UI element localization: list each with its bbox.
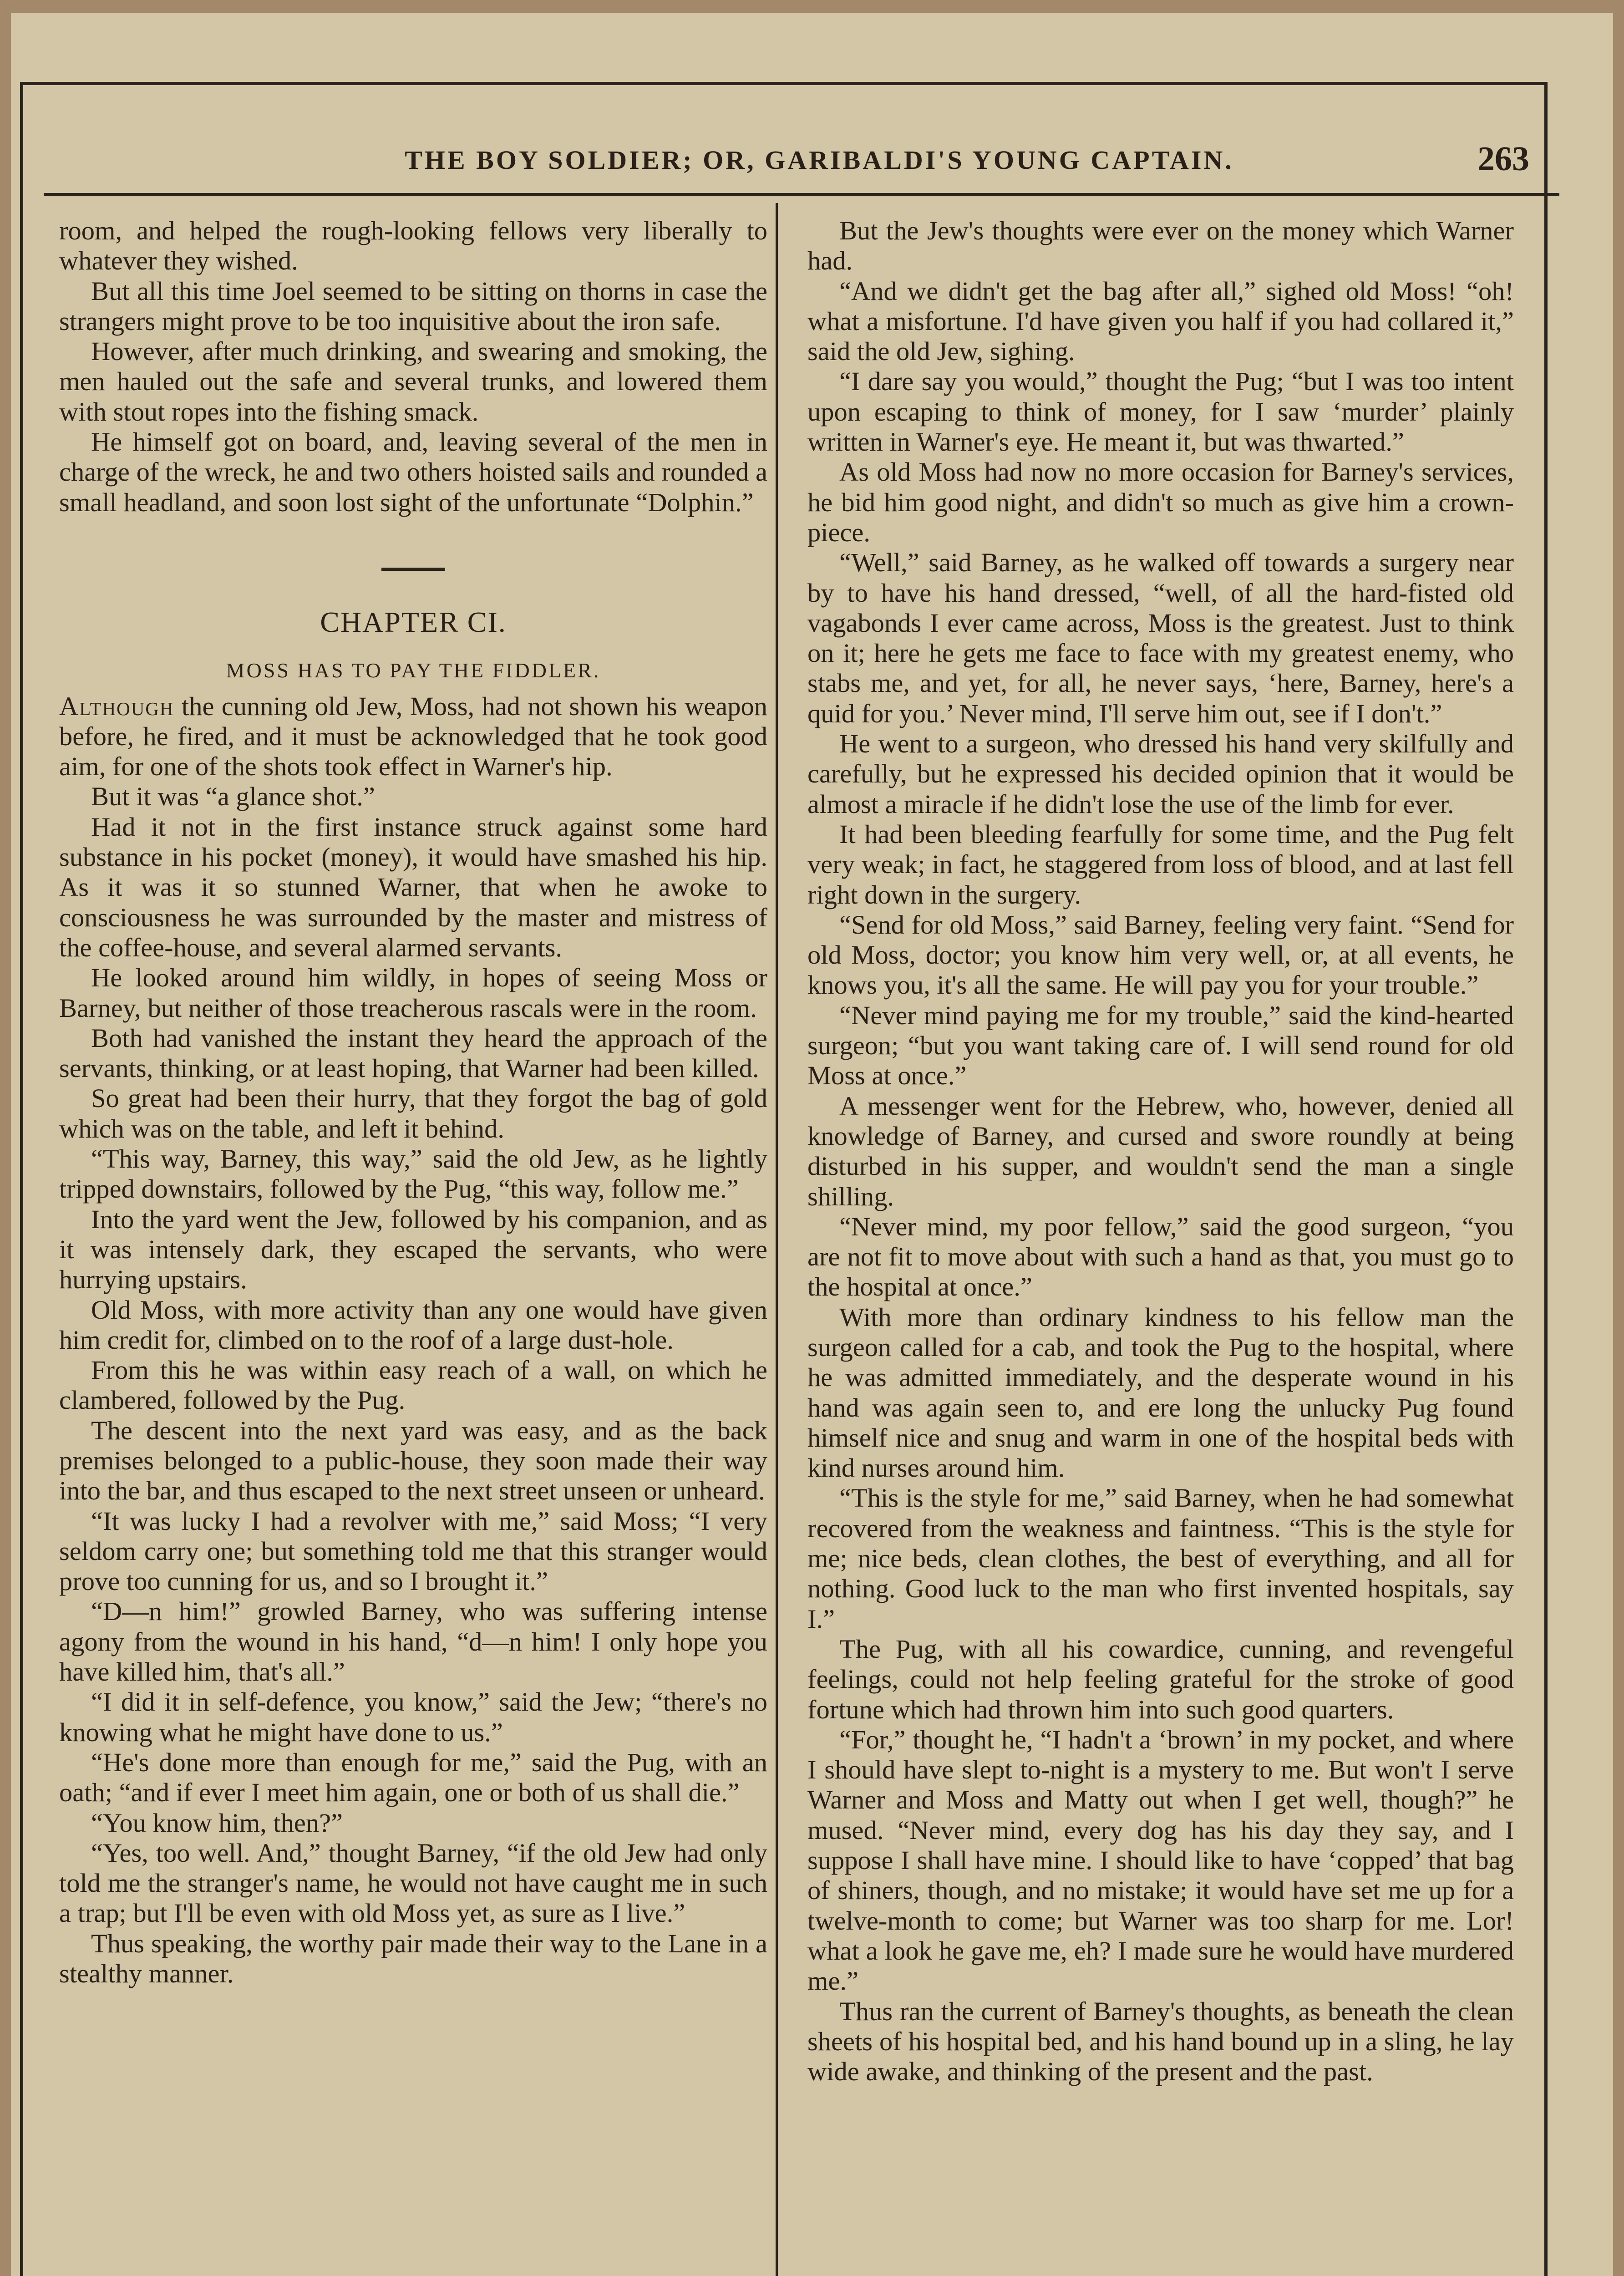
paragraph: But it was “a glance shot.” bbox=[91, 782, 375, 812]
paragraph: “Send for old Moss,” said Barney, feeling very faint. “Send for old Moss, doctor; you know him very well, or, at all events, he knows you, it's all the same. He will pay you for your trouble.” bbox=[807, 909, 1514, 1000]
paragraph: “Never mind paying me for my trouble,” said the kind-hearted surgeon; “but you want taking care of. I will send round for old Moss at once.” bbox=[807, 1000, 1514, 1091]
paragraph: “Well,” said Barney, as he walked off towards a surgery near by to have his hand dressed, “well, of all the hard-fisted old vagabonds I ever came across, Moss is the greatest. Just to think on it; here he gets me face to face with my greatest enemy, who stabs me, and yet, for all, he never says, ‘here, Barney, here's a quid for you.’ Never mind, I'll serve him out, see if I don't.” bbox=[807, 548, 1514, 728]
paragraph: Both had vanished the instant they heard the approach of the servants, thinking, or at least hoping, that Warner had been killed. bbox=[59, 1023, 767, 1083]
paragraph: However, after much drinking, and swearing and smoking, the men hauled out the safe and several trunks, and lowered them with stout ropes into the fishing smack. bbox=[59, 336, 767, 427]
lead-word: Although bbox=[59, 691, 174, 721]
paragraph: He himself got on board, and, leaving several of the men in charge of the wreck, he and two others hoisted sails and rounded a small headland, and soon lost sight of the unfortunate “Dolphin.” bbox=[59, 427, 767, 517]
paragraph: “Yes, too well. And,” thought Barney, “if the old Jew had only told me the stranger's name, he would not have caught me in such a trap; but I'll be even with old Moss yet, as sure as I live.” bbox=[59, 1838, 767, 1928]
paragraph: He looked around him wildly, in hopes of seeing Moss or Barney, but neither of those treacherous rascals were in the room. bbox=[59, 963, 767, 1023]
paragraph: “For,” thought he, “I hadn't a ‘brown’ in my pocket, and where I should have slept to-night is a mystery to me. But won't I serve Warner and Moss and Matty out when I get well, though?” he mused. “Never mind, every dog has his day they say, and I suppose I shall have mine. I should like to have ‘copped’ that bag of shiners, though, and no mistake; it would have set me up for a twelve-month to come; but Warner was too sharp for me. Lor! what a look he gave me, eh? I made sure he would have murdered me.” bbox=[807, 1724, 1514, 1996]
running-header-title: THE BOY SOLDIER; OR, GARIBALDI'S YOUNG CAPTAIN. bbox=[405, 145, 1234, 175]
right-column bbox=[807, 216, 1514, 2276]
page-number: 263 bbox=[1477, 140, 1529, 178]
paragraph: “This way, Barney, this way,” said the old Jew, as he lightly tripped downstairs, followed by the Pug, “this way, follow me.” bbox=[59, 1144, 767, 1204]
left-column bbox=[59, 216, 767, 2276]
header-rule bbox=[44, 193, 1559, 196]
paragraph: It had been bleeding fearfully for some time, and the Pug felt very weak; in fact, he staggered from loss of blood, and at last fell right down in the surgery. bbox=[807, 819, 1514, 909]
section-separator bbox=[381, 568, 445, 571]
paragraph: He went to a surgeon, who dressed his hand very skilfully and carefully, but he expressed his decided opinion that it would be almost a miracle if he didn't lose the use of the limb for ever. bbox=[807, 729, 1514, 819]
paragraph: “Never mind, my poor fellow,” said the good surgeon, “you are not fit to move about with such a hand as that, you must go to the hospital at once.” bbox=[807, 1211, 1514, 1302]
paragraph: Thus ran the current of Barney's thoughts, as beneath the clean sheets of his hospital bed, and his hand bound up in a sling, he lay wide awake, and thinking of the present and the past. bbox=[807, 1996, 1514, 2087]
paragraph: From this he was within easy reach of a wall, on which he clambered, followed by the Pug. bbox=[59, 1355, 767, 1415]
paragraph: So great had been their hurry, that they forgot the bag of gold which was on the table, and left it behind. bbox=[59, 1083, 767, 1143]
paragraph: The Pug, with all his cowardice, cunning, and revengeful feelings, could not help feeling grateful for the stroke of good fortune which had thrown him into such good quarters. bbox=[807, 1634, 1514, 1724]
chapter-subtitle: MOSS HAS TO PAY THE FIDDLER. bbox=[226, 659, 601, 682]
paragraph: Thus speaking, the worthy pair made their way to the Lane in a stealthy manner. bbox=[59, 1928, 767, 1989]
paragraph: “It was lucky I had a revolver with me,” said Moss; “I very seldom carry one; but something told me that this stranger would prove too cunning for us, and so I brought it.” bbox=[59, 1506, 767, 1596]
lead-rest: the cunning old Jew, Moss, had not shown his weapon before, he fired, and it must be acknowledged that he took good aim, for one of the shots took effect in Warner's hip. bbox=[59, 691, 767, 782]
paragraph: Old Moss, with more activity than any one would have given him credit for, climbed on to the roof of a large dust-hole. bbox=[59, 1295, 767, 1355]
paragraph: “And we didn't get the bag after all,” sighed old Moss! “oh! what a misfortune. I'd have given you half if you had collared it,” said the old Jew, sighing. bbox=[807, 276, 1514, 366]
paragraph: Had it not in the first instance struck against some hard substance in his pocket (money), it would have smashed his hip. As it was it so stunned Warner, that when he awoke to consciousness he was surrounded by the master and mistress of the coffee-house, and several alarmed servants. bbox=[59, 812, 767, 962]
paragraph: “He's done more than enough for me,” said the Pug, with an oath; “and if ever I meet him again, one or both of us shall die.” bbox=[59, 1747, 767, 1808]
paragraph: “I did it in self-defence, you know,” said the Jew; “there's no knowing what he might have done to us.” bbox=[59, 1687, 767, 1747]
chapter-title: CHAPTER CI. bbox=[320, 605, 507, 638]
paragraph: But the Jew's thoughts were ever on the money which Warner had. bbox=[807, 216, 1514, 276]
paragraph: As old Moss had now no more occasion for Barney's services, he bid him good night, and didn't so much as give him a crown-piece. bbox=[807, 457, 1514, 547]
chapter-opening-paragraph bbox=[59, 691, 767, 782]
paragraph: But all this time Joel seemed to be sitting on thorns in case the strangers might prove to be too inquisitive about the iron safe. bbox=[59, 276, 767, 336]
paragraph: Into the yard went the Jew, followed by his companion, and as it was intensely dark, they escaped the servants, who were hurrying upstairs. bbox=[59, 1204, 767, 1295]
paragraph: “You know him, then?” bbox=[91, 1808, 343, 1838]
paragraph: “This is the style for me,” said Barney, when he had somewhat recovered from the weakness and faintness. “This is the style for me; nice beds, clean clothes, the best of everything, and all for nothing. Good luck to the man who first invented hospitals, say I.” bbox=[807, 1483, 1514, 1634]
paragraph: “D—n him!” growled Barney, who was suffering intense agony from the wound in his hand, “d—n him! I only hope you have killed him, that's all.” bbox=[59, 1596, 767, 1687]
paragraph: A messenger went for the Hebrew, who, however, denied all knowledge of Barney, and cursed and swore roundly at being disturbed in his supper, and wouldn't send the man a single shilling. bbox=[807, 1091, 1514, 1211]
paragraph: The descent into the next yard was easy, and as the back premises belonged to a public-house, they soon made their way into the bar, and thus escaped to the next street unseen or unheard. bbox=[59, 1415, 767, 1506]
paragraph: With more than ordinary kindness to his fellow man the surgeon called for a cab, and took the Pug to the hospital, where he was admitted immediately, and the desperate wound in his hand was again seen to, and ere long the unlucky Pug found himself nice and snug and warm in one of the hospital beds with kind nurses around him. bbox=[807, 1302, 1514, 1483]
column-divider bbox=[776, 203, 778, 2276]
paragraph: “I dare say you would,” thought the Pug; “but I was too intent upon escaping to think of money, for I saw ‘murder’ plainly written in Warner's eye. He meant it, but was thwarted.” bbox=[807, 366, 1514, 457]
paragraph: room, and helped the rough-looking fellows very liberally to whatever they wished. bbox=[59, 216, 767, 276]
